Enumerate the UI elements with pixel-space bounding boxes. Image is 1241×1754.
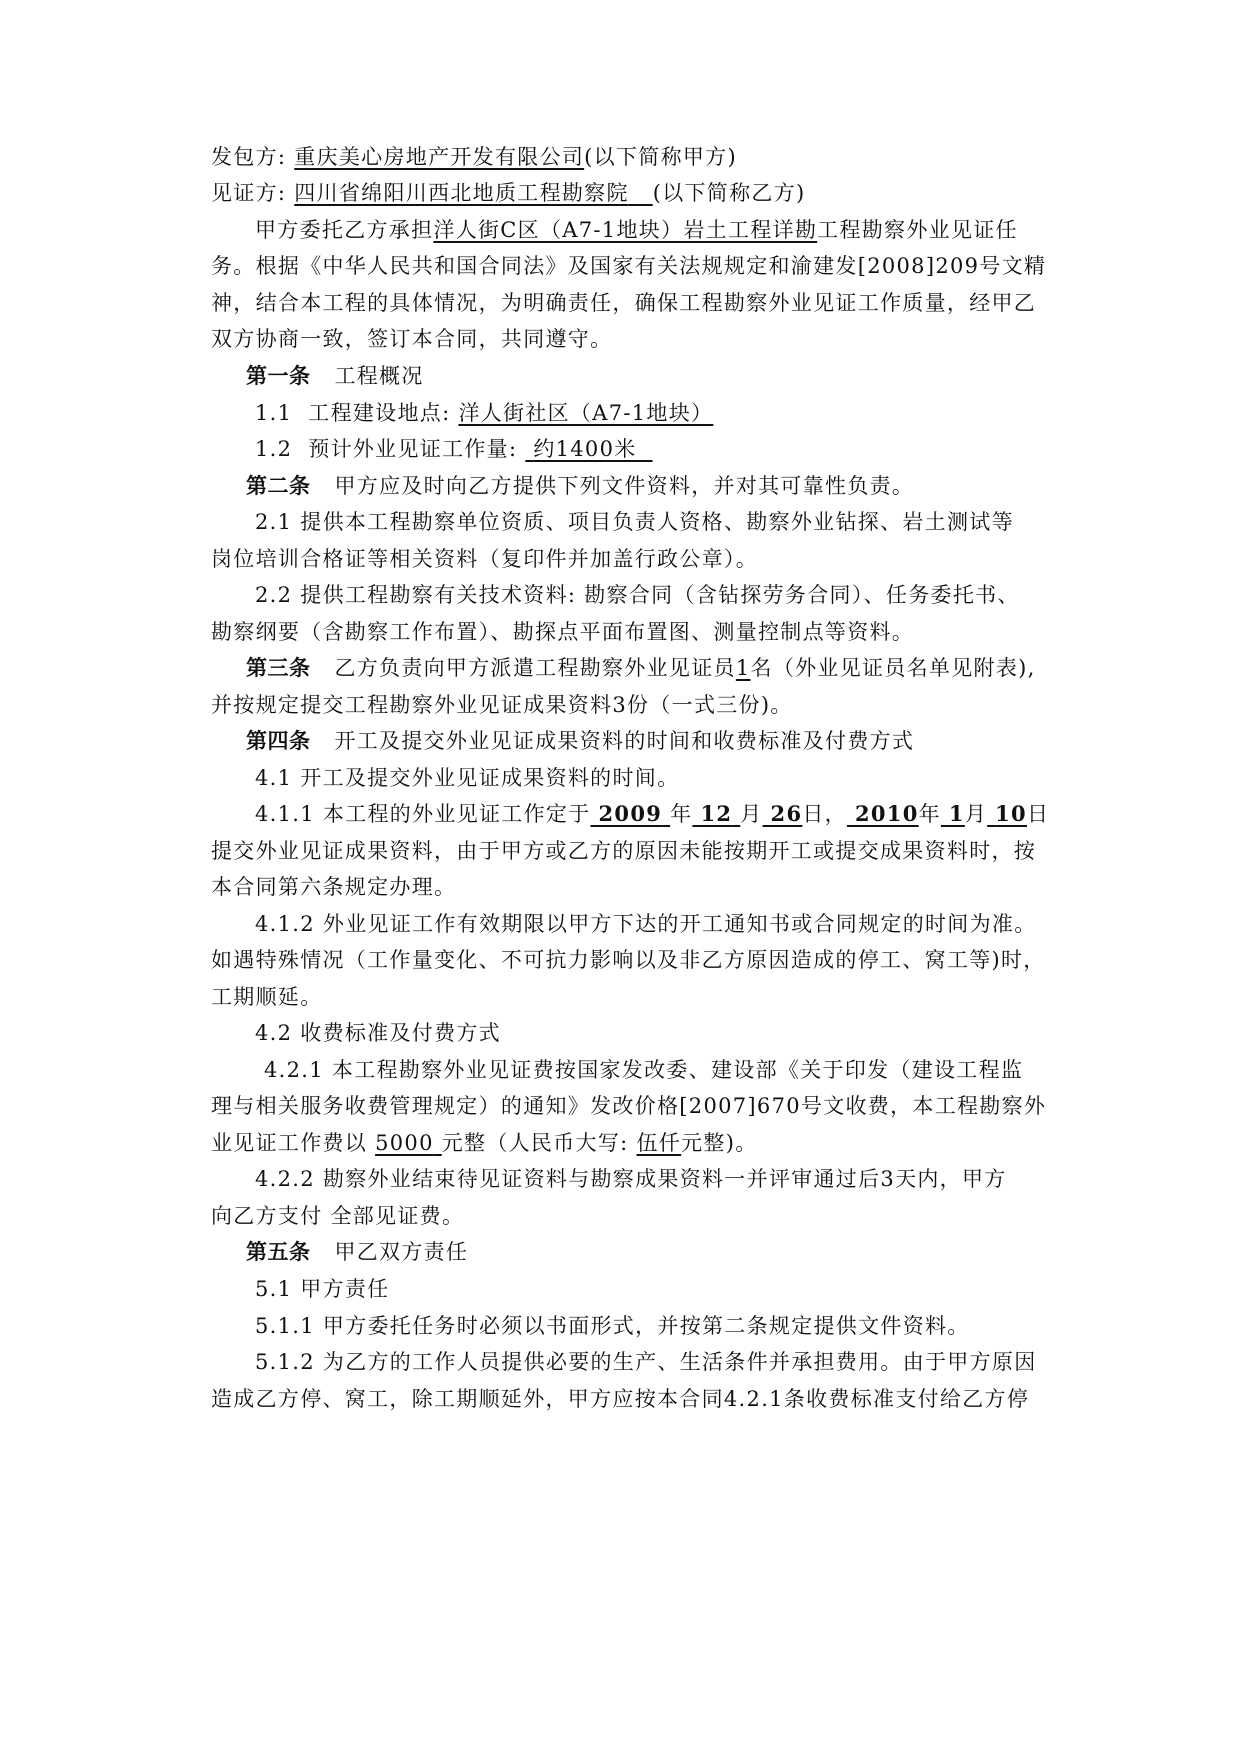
article-4-number: 第四条	[246, 729, 311, 753]
article-1-title: 工程概况	[334, 364, 424, 388]
section-4-1: 4.1 开工及提交外业见证成果资料的时间。	[255, 766, 680, 790]
end-month: 1	[948, 801, 965, 826]
article-1-heading	[246, 361, 1166, 391]
article-3-number: 第三条	[246, 656, 311, 680]
contractor-line	[211, 142, 1131, 172]
section-4-2-2-line-1: 4.2.2 勘察外业结束待见证资料与勘察成果资料一并评审通过后3天内，甲方	[255, 1167, 1007, 1191]
section-5-1-2-line-2: 造成乙方停、窝工，除工期顺延外，甲方应按本合同4.2.1条收费标准支付给乙方停	[211, 1387, 1030, 1411]
article-1-item-2: 1.2 预计外业见证工作量: 约1400米	[255, 437, 637, 461]
section-4-1-1-line-2: 提交外业见证成果资料，由于甲方或乙方的原因未能按期开工或提交成果资料时，按	[211, 839, 1037, 863]
start-year: 2009	[598, 801, 663, 826]
fee-upper: 伍仟	[636, 1131, 682, 1155]
contractor-label: 发包方:	[211, 145, 287, 169]
article-3-line-2: 并按规定提交工程勘察外业见证成果资料3份（一式三份)。	[211, 693, 793, 717]
section-5-1-1: 5.1.1 甲方委托任务时必须以书面形式，并按第二条规定提供文件资料。	[255, 1314, 970, 1338]
section-4-2-1-line-1: 4.2.1 本工程勘察外业见证费按国家发改委、建设部《关于印发（建设工程监	[264, 1058, 1024, 1082]
section-4-2: 4.2 收费标准及付费方式	[255, 1021, 501, 1045]
article-2-p1-line-2: 岗位培训合格证等相关资料（复印件并加盖行政公章）。	[211, 547, 758, 571]
section-4-1-1-line-1: 4.1.1 本工程的外业见证工作定于 2009 年 12 月 26日， 2010年 1月 10日	[255, 801, 1050, 826]
witness-name: 四川省绵阳川西北地质工程勘察院	[294, 181, 629, 205]
article-5-title: 甲乙双方责任	[334, 1240, 469, 1264]
section-4-1-2-line-1: 4.1.2 外业见证工作有效期限以甲方下达的开工通知书或合同规定的时间为准。	[255, 912, 1037, 936]
section-4-2-1-line-3: 业见证工作费以 5000 元整（人民币大写: 伍仟元整)。	[211, 1131, 758, 1155]
witness-count: 1	[735, 656, 751, 680]
witness-suffix: (以下简称乙方)	[652, 181, 806, 205]
section-4-1-2-line-3: 工期顺延。	[211, 985, 323, 1009]
end-year: 2010	[854, 801, 919, 826]
article-5-number: 第五条	[246, 1240, 311, 1264]
witness-line	[211, 178, 1131, 208]
contractor-name: 重庆美心房地产开发有限公司	[294, 145, 585, 169]
article-4-title: 开工及提交外业见证成果资料的时间和收费标准及付费方式	[334, 729, 915, 753]
article-2-title: 甲方应及时向乙方提供下列文件资料，并对其可靠性负责。	[334, 474, 915, 498]
workload-value: 约1400米	[533, 437, 637, 461]
intro-line-1: 甲方委托乙方承担洋人街C区（A7-1地块）岩土工程详勘工程勘察外业见证任	[255, 218, 1018, 242]
section-5-1-2-line-1: 5.1.2 为乙方的工作人员提供必要的生产、生活条件并承担费用。由于甲方原因	[255, 1350, 1037, 1374]
article-2-heading	[246, 471, 1166, 501]
section-4-2-1-line-2: 理与相关服务收费管理规定）的通知》发改价格[2007]670号文收费，本工程勘察外	[211, 1094, 1047, 1118]
section-4-2-2-line-2: 向乙方支付 全部见证费。	[211, 1204, 465, 1228]
article-2-p2-line-2: 勘察纲要（含勘察工作布置）、勘探点平面布置图、测量控制点等资料。	[211, 620, 915, 644]
start-day: 26	[770, 801, 803, 826]
project-name: 洋人街C区（A7-1地块）岩土工程详勘	[433, 218, 818, 242]
article-2-number: 第二条	[246, 474, 311, 498]
intro-line-2: 务。根据《中华人民共和国合同法》及国家有关法规规定和渝建发[2008]209号文精	[211, 254, 1047, 278]
article-4-heading	[246, 726, 1166, 756]
contractor-suffix: (以下简称甲方)	[584, 145, 737, 169]
section-4-1-2-line-2: 如遇特殊情况（工作量变化、不可抗力影响以及非乙方原因造成的停工、窝工等)时，	[211, 948, 1046, 972]
witness-label: 见证方:	[211, 181, 287, 205]
article-3-line-1: 第三条 乙方负责向甲方派遣工程勘察外业见证员1名（外业见证员名单见附表),	[246, 656, 1036, 680]
article-2-p1-line-1: 2.1 提供本工程勘察单位资质、项目负责人资格、勘察外业钻探、岩土测试等	[255, 510, 1014, 534]
article-1-item-1: 1.1 工程建设地点: 洋人街社区（A7-1地块）	[255, 401, 714, 425]
end-day: 10	[995, 801, 1027, 826]
intro-line-4: 双方协商一致，签订本合同，共同遵守。	[211, 327, 613, 351]
article-1-number: 第一条	[246, 364, 311, 388]
intro-line-3: 神，结合本工程的具体情况，为明确责任，确保工程勘察外业见证工作质量，经甲乙	[211, 291, 1037, 315]
article-2-p2-line-1: 2.2 提供工程勘察有关技术资料: 勘察合同（含钻探劳务合同）、任务委托书、	[255, 583, 1020, 607]
start-month: 12	[700, 801, 733, 826]
article-5-heading	[246, 1237, 1166, 1267]
site-location: 洋人街社区（A7-1地块）	[458, 401, 714, 425]
section-5-1: 5.1 甲方责任	[255, 1277, 390, 1301]
section-4-1-1-line-3: 本合同第六条规定办理。	[211, 875, 457, 899]
fee-amount: 5000	[375, 1131, 434, 1155]
